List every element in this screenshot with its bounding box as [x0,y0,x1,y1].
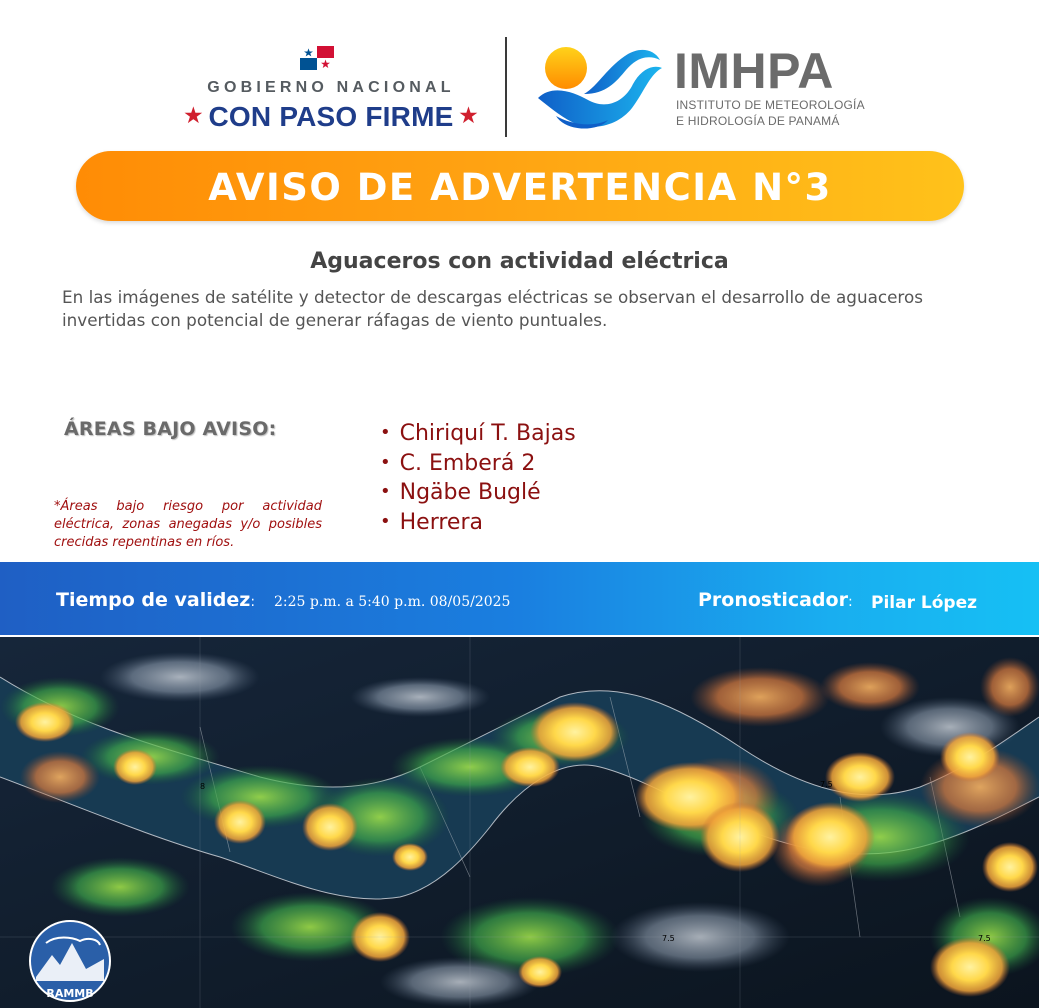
validity-label [56,589,255,611]
areas-list [380,419,576,537]
rammb-label: RAMMB [46,987,94,1000]
star-icon: ★ [184,105,203,127]
header-divider [505,37,507,137]
banner-title: AVISO DE ADVERTENCIA N°3 [208,166,832,209]
forecaster-label-text: Pronosticador [698,589,848,611]
warning-description: En las imágenes de satélite y detector de descargas eléctricas se observan el desarrollo de aguaceros invertidas con potencial de generar ráfagas de viento puntuales. [62,287,923,330]
validity-label-text: Tiempo de validez [56,589,251,611]
org-name: IMHPA [674,43,834,99]
star-icon: ★ [459,105,478,127]
lat-label: 7.5 [662,934,675,943]
government-slogan-text: CON PASO FIRME [208,101,454,132]
area-item: • Chiriquí T. Bajas [380,419,576,449]
org-subtitle-line1: INSTITUTO DE METEOROLOGÍA [676,98,865,112]
org-subtitle-line2: E HIDROLOGÍA DE PANAMÁ [676,114,840,128]
government-slogan [172,101,490,133]
area-item: • Herrera [380,508,576,538]
area-item: • Ngäbe Buglé [380,478,576,508]
lat-label: 7.5 [978,934,991,943]
imhpa-logo-icon [536,46,662,132]
validity-separator: : [250,594,256,610]
forecaster-label [698,589,853,611]
warning-subtitle: Aguaceros con actividad eléctrica [310,249,729,274]
areas-label: ÁREAS BAJO AVISO: [64,418,277,440]
lat-label: 7.5 [820,780,833,789]
forecaster-name: Pilar López [871,593,977,613]
risk-note: *Áreas bajo riesgo por actividad eléctrica, zonas anegadas y/o posibles crecidas repentinas en ríos. [54,499,322,550]
government-name: GOBIERNO NACIONAL [207,79,455,96]
panama-flag-icon [300,46,334,70]
satellite-image [0,637,1039,1008]
validity-value: 2:25 p.m. a 5:40 p.m. 08/05/2025 [274,594,511,610]
forecaster-separator: : [847,594,853,610]
lat-label: 8 [200,782,206,791]
area-item: • C. Emberá 2 [380,449,576,479]
